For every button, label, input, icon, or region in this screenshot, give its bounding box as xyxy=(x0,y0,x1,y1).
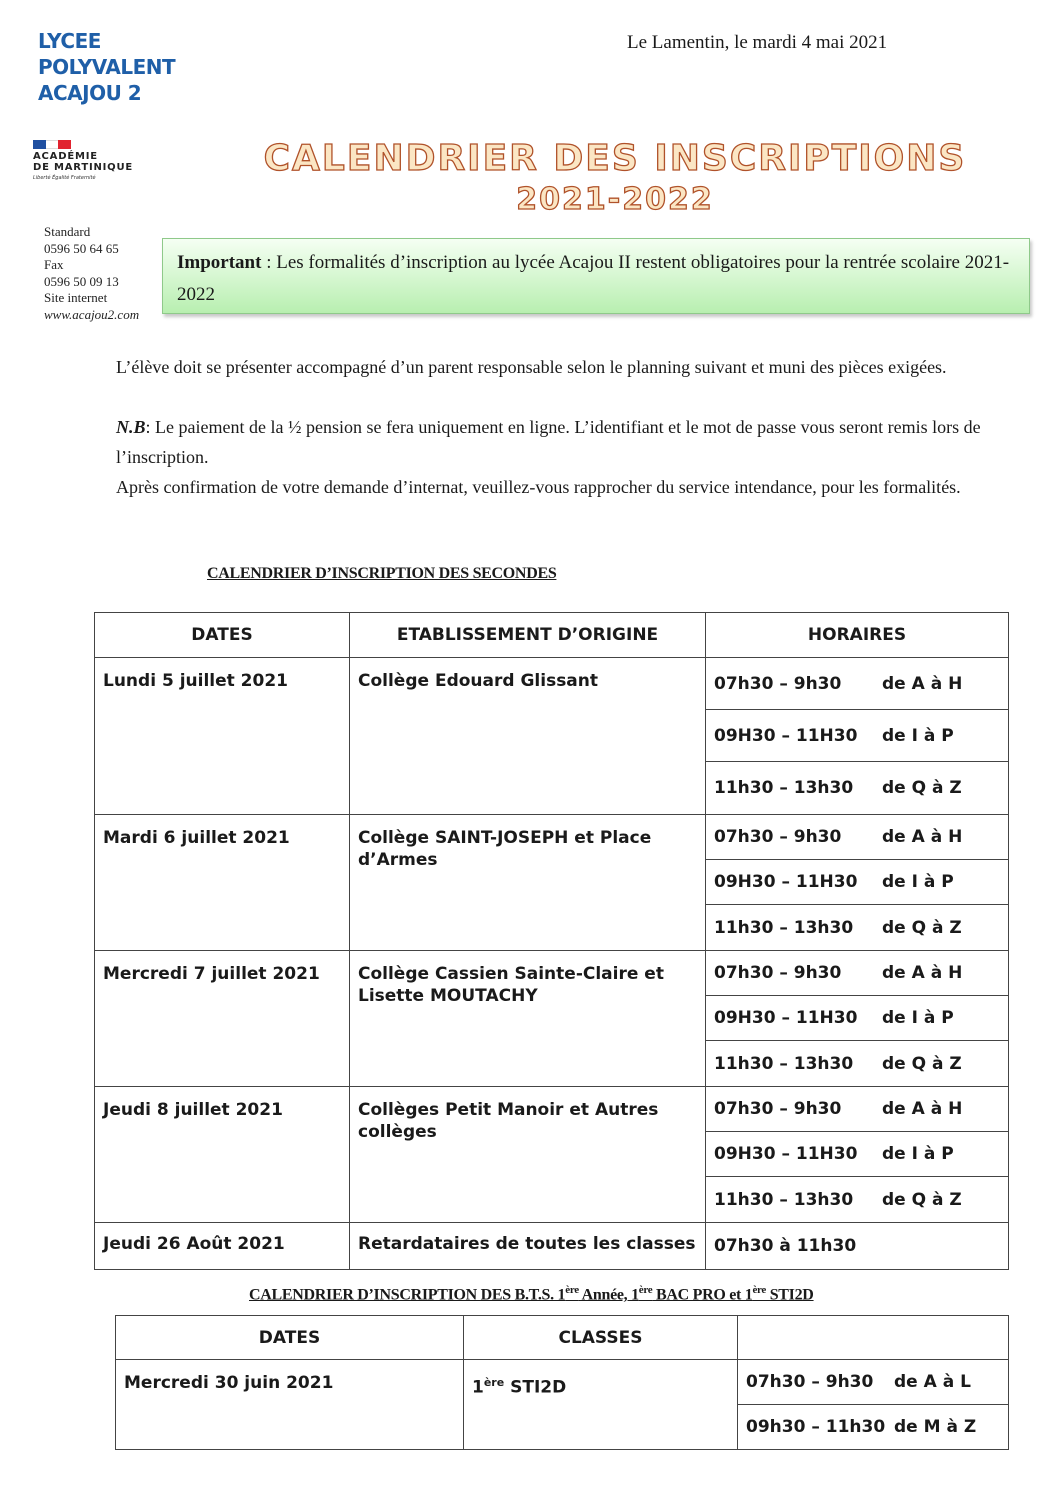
bts-section-title: CALENDRIER D’INSCRIPTION DES B.T.S. 1ère Année, 1ère BAC PRO et 1ère STI2D xyxy=(249,1284,814,1304)
academy-devise: Liberté Égalité Fraternité xyxy=(33,175,96,181)
time-slot: 09H30 – 11H30 de I à P xyxy=(706,1132,1008,1177)
table-row xyxy=(95,1223,1009,1270)
time-slot: 09H30 – 11H30 de I à P xyxy=(706,996,1008,1041)
row-classe: 1ère STI2D xyxy=(464,1360,738,1450)
row-date: Mercredi 7 juillet 2021 xyxy=(95,951,350,1087)
internat-paragraph: Après confirmation de votre demande d’internat, veuillez-vous rapprocher du service intendance, pour les formalités. xyxy=(116,477,961,497)
row-date: Jeudi 26 Août 2021 xyxy=(95,1223,350,1270)
row-date: Jeudi 8 juillet 2021 xyxy=(95,1087,350,1223)
row-date: Mardi 6 juillet 2021 xyxy=(95,815,350,951)
document-date: Le Lamentin, le mardi 4 mai 2021 xyxy=(627,32,888,53)
row-etablissement: Collège Cassien Sainte-Claire et Lisette MOUTACHY xyxy=(350,951,706,1087)
document-title-year: 2021-2022 xyxy=(516,182,714,217)
document-title: CALENDRIER DES INSCRIPTIONS xyxy=(263,138,967,179)
time-slot: 07h30 – 9h30 de A à L xyxy=(738,1360,1008,1405)
table-row xyxy=(116,1360,1009,1450)
row-horaires xyxy=(738,1360,1009,1450)
header-dates: DATES xyxy=(95,613,350,658)
fax-number: 0596 50 09 13 xyxy=(44,273,119,289)
school-name-line2: POLYVALENT xyxy=(38,55,176,79)
table-row xyxy=(95,1087,1009,1223)
table-row xyxy=(95,951,1009,1087)
important-text: : Les formalités d’inscription au lycée Acajou II restent obligatoires pour la rentrée scolaire 2021-2022 xyxy=(177,252,1010,305)
time-slot: 09h30 – 11h30 de M à Z xyxy=(746,1417,977,1437)
header-horaires: HORAIRES xyxy=(706,613,1009,658)
contact-info: Standard 0596 50 64 65 Fax 0596 50 09 13 Site internet www.acajou2.com xyxy=(44,224,140,322)
intro-paragraph: L’élève doit se présenter accompagné d’un parent responsable selon le planning suivant et muni des pièces exigées. xyxy=(116,357,947,377)
table-header-row xyxy=(95,613,1009,658)
row-date: Mercredi 30 juin 2021 xyxy=(116,1360,464,1450)
row-horaires xyxy=(706,1087,1009,1223)
row-horaires xyxy=(706,658,1009,815)
time-slot: 07h30 à 11h30 xyxy=(714,1236,857,1256)
phone-number: 0596 50 64 65 xyxy=(44,240,119,256)
academy-logo xyxy=(33,140,133,181)
time-slot: 07h30 – 9h30 de A à H xyxy=(706,658,1008,710)
header-classes: CLASSES xyxy=(464,1316,738,1360)
school-name xyxy=(38,28,175,106)
bts-table xyxy=(115,1315,1009,1450)
time-slot: 09H30 – 11H30 de I à P xyxy=(706,710,1008,762)
academy-name: ACADÉMIE DE MARTINIQUE xyxy=(33,151,134,173)
important-notice xyxy=(162,238,1030,314)
time-slot: 07h30 – 9h30 de A à H xyxy=(706,815,1008,860)
row-date: Lundi 5 juillet 2021 xyxy=(95,658,350,815)
school-name-line1: LYCEE xyxy=(38,29,101,53)
time-slot: 09H30 – 11H30 de I à P xyxy=(706,860,1008,905)
row-etablissement: Collège Edouard Glissant xyxy=(350,658,706,815)
time-slot: 11h30 – 13h30 de Q à Z xyxy=(714,917,962,938)
time-slot: 11h30 – 13h30 de Q à Z xyxy=(714,1053,962,1074)
french-flag-icon xyxy=(33,140,71,149)
school-name-line3: ACAJOU 2 xyxy=(38,81,142,105)
row-horaires xyxy=(706,1223,1009,1270)
row-etablissement: Retardataires de toutes les classes xyxy=(350,1223,706,1270)
secondes-table xyxy=(94,612,1009,1270)
header-dates: DATES xyxy=(116,1316,464,1360)
nb-paragraph: N.B: Le paiement de la ½ pension se fera uniquement en ligne. L’identifiant et le mot de passe vous seront remis lors de l’inscription. xyxy=(116,417,981,467)
time-slot: 11h30 – 13h30 de Q à Z xyxy=(714,778,962,798)
table-row xyxy=(95,658,1009,815)
row-horaires xyxy=(706,815,1009,951)
important-label: Important xyxy=(177,252,262,273)
website-link[interactable]: www.acajou2.com xyxy=(44,306,140,322)
row-horaires xyxy=(706,951,1009,1087)
time-slot: 11h30 – 13h30 de Q à Z xyxy=(714,1189,962,1210)
table-header-row xyxy=(116,1316,1009,1360)
header-etablissement: ETABLISSEMENT D’ORIGINE xyxy=(350,613,706,658)
table-row xyxy=(95,815,1009,951)
time-slot: 07h30 – 9h30 de A à H xyxy=(706,1087,1008,1132)
header-horaires xyxy=(738,1316,1009,1360)
row-etablissement: Collèges Petit Manoir et Autres collèges xyxy=(350,1087,706,1223)
row-etablissement: Collège SAINT-JOSEPH et Place d’Armes xyxy=(350,815,706,951)
time-slot: 07h30 – 9h30 de A à H xyxy=(706,951,1008,996)
secondes-section-title: CALENDRIER D’INSCRIPTION DES SECONDES xyxy=(207,565,557,582)
